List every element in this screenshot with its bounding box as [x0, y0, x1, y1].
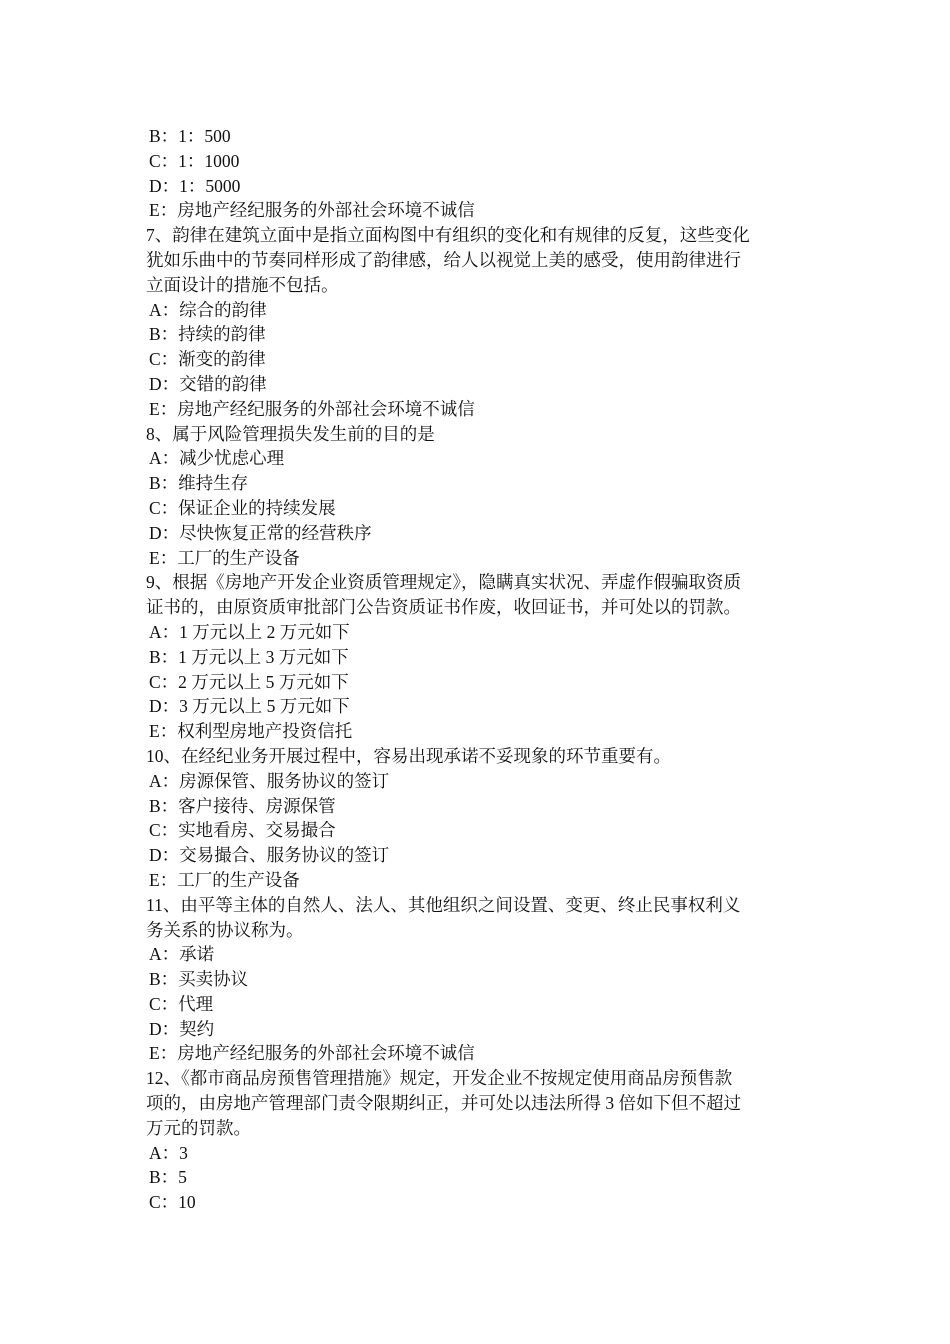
option-line: B：5 [149, 1167, 187, 1188]
option-line: C：保证企业的持续发展 [149, 497, 336, 518]
option-line: D：3 万元以上 5 万元如下 [149, 696, 350, 717]
option-line: C：渐变的韵律 [149, 349, 266, 370]
option-line: A：承诺 [149, 944, 215, 965]
question-line: 务关系的协议称为。 [146, 919, 304, 940]
option-line: D：契约 [149, 1018, 215, 1039]
question-line: 犹如乐曲中的节奏同样形成了韵律感，给人以视觉上美的感受，使用韵律进行 [146, 249, 741, 270]
option-line: B：1：500 [149, 126, 231, 146]
option-line: C：10 [149, 1192, 196, 1213]
option-line: E：房地产经纪服务的外部社会环境不诚信 [149, 200, 475, 221]
question-line: 11、由平等主体的自然人、法人、其他组织之间设置、变更、终止民事权利义 [146, 894, 741, 915]
option-line: D：尽快恢复正常的经营秩序 [149, 522, 372, 543]
option-line: A：减少忧虑心理 [149, 448, 285, 469]
question-line: 证书的，由原资质审批部门公告资质证书作废，收回证书，并可处以的罚款。 [146, 597, 741, 618]
option-line: E：房地产经纪服务的外部社会环境不诚信 [149, 398, 475, 419]
option-line: C：实地看房、交易撮合 [149, 820, 336, 841]
question-line: 12、《都市商品房预售管理措施》规定，开发企业不按规定使用商品房预售款 [146, 1068, 733, 1089]
option-line: C：1：1000 [149, 150, 240, 171]
question-line: 9、根据《房地产开发企业资质管理规定》，隐瞒真实状况、弄虚作假骗取资质 [146, 572, 741, 593]
option-line: E：权利型房地产投资信托 [149, 721, 353, 742]
option-line: B：买卖协议 [149, 969, 249, 990]
option-line: A：房源保管、服务协议的签订 [149, 770, 390, 791]
option-line: D：交错的韵律 [149, 373, 267, 394]
option-line: C：代理 [149, 993, 214, 1014]
option-line: B：1 万元以上 3 万元如下 [149, 646, 349, 667]
option-line: B：维持生存 [149, 473, 249, 494]
option-line: D：交易撮合、服务协议的签订 [149, 845, 390, 866]
option-line: A：1 万元以上 2 万元如下 [149, 621, 350, 642]
question-line: 项的，由房地产管理部门责令限期纠正，并可处以违法所得 3 倍如下但不超过 [146, 1093, 741, 1114]
question-line: 立面设计的措施不包括。 [146, 274, 339, 295]
option-line: A：综合的韵律 [149, 299, 267, 320]
option-line: E：工厂的生产设备 [149, 869, 300, 890]
question-line: 万元的罚款。 [146, 1117, 251, 1138]
question-line: 10、在经纪业务开展过程中，容易出现承诺不妥现象的环节重要有。 [146, 745, 671, 766]
option-line: B：客户接待、房源保管 [149, 795, 336, 816]
question-line: 7、韵律在建筑立面中是指立面构图中有组织的变化和有规律的反复，这些变化 [146, 225, 750, 246]
option-line: A：3 [149, 1142, 188, 1163]
document-page [146, 124, 810, 1215]
question-line: 8、属于风险管理损失发生前的目的是 [146, 423, 435, 444]
option-line: D：1：5000 [149, 175, 241, 196]
option-line: C：2 万元以上 5 万元如下 [149, 671, 349, 692]
option-line: E：工厂的生产设备 [149, 547, 300, 568]
option-line: E：房地产经纪服务的外部社会环境不诚信 [149, 1043, 475, 1064]
option-line: B：持续的韵律 [149, 324, 266, 345]
